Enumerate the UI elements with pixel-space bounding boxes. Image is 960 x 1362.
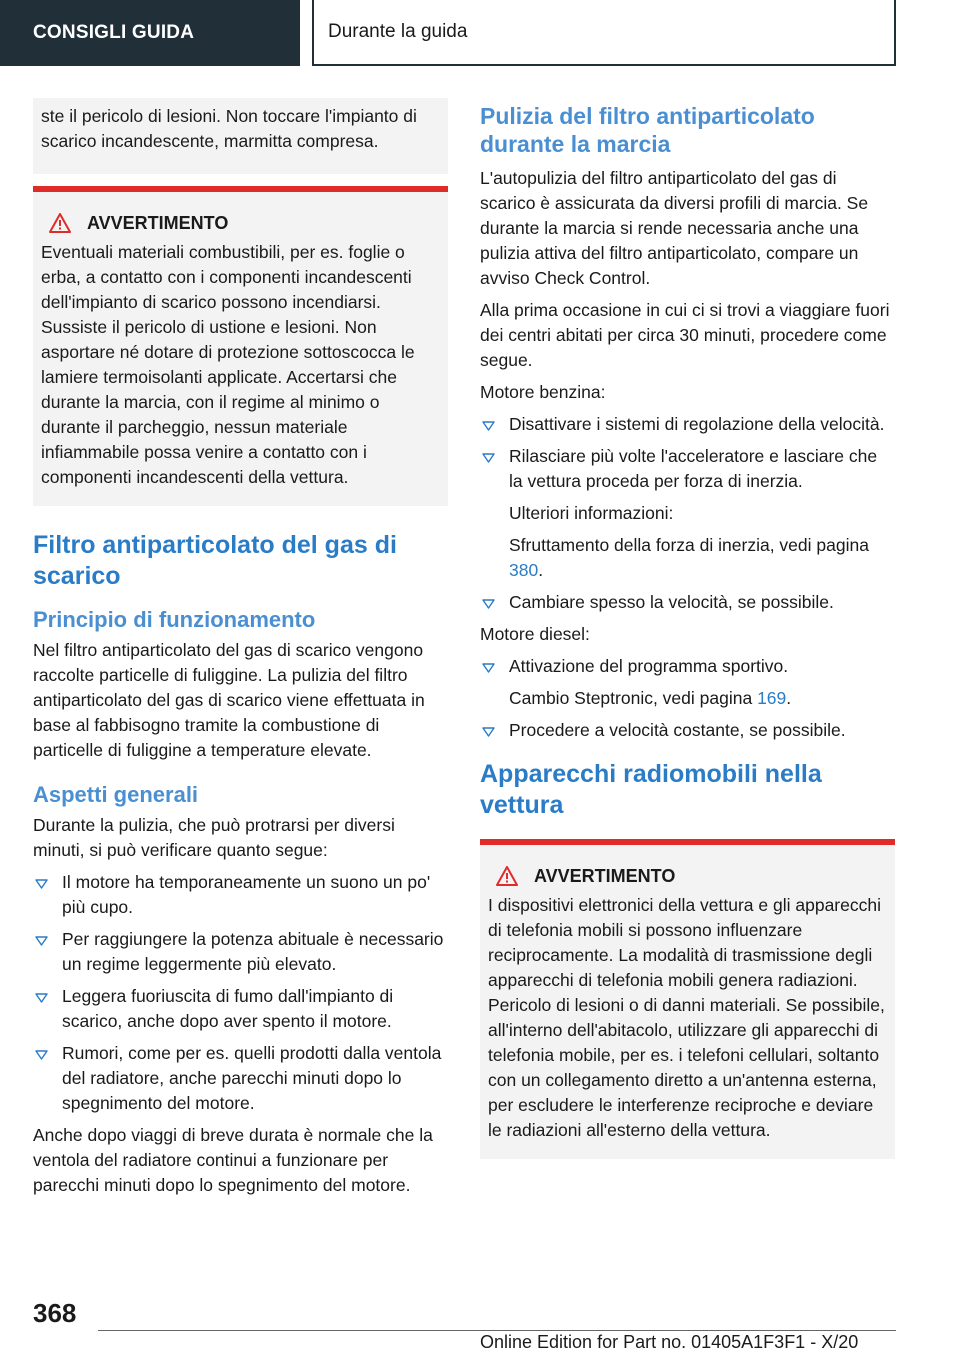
list-item: Il motore ha temporaneamente un suono un po' più cupo. bbox=[33, 870, 448, 920]
steptronic-reference: Cambio Steptronic, vedi pagina 169. bbox=[509, 688, 792, 708]
triangle-bullet-icon bbox=[482, 421, 495, 431]
warning-heading bbox=[488, 863, 887, 889]
cleaning-paragraph-2: Alla prima occasione in cui ci si trovi a viaggiare fuori dei centri abitati per circa 30 minuti, procedere come segue. bbox=[480, 300, 890, 370]
diesel-list bbox=[480, 654, 895, 743]
triangle-bullet-icon bbox=[35, 1050, 48, 1060]
page-link-169[interactable]: 169 bbox=[757, 688, 787, 708]
list-item: Disattivare i sistemi di regolazione della velocità. bbox=[480, 412, 895, 437]
warning-text: Eventuali materiali combustibili, per es. foglie o erba, a contatto con i componenti incandescenti dell'impianto di scarico possono incendiarsi. Sussiste il pericolo di ustione e lesioni. Non asportare né dotare di protezione sottoscocca le lamiere termoisolanti applicate. Accertarsi che durante la marcia, con il regime al minimo o durante il parcheggio, nessun materiale infiammabile possa venire a contatto con i componenti incandescenti della vettura. bbox=[41, 242, 415, 487]
warning-label: AVVERTIMENTO bbox=[534, 865, 676, 886]
list-item: Leggera fuoriuscita di fumo dall'impianto di scarico, anche dopo aver spento il motore. bbox=[33, 984, 448, 1034]
continued-warning-box bbox=[33, 98, 448, 174]
petrol-list bbox=[480, 412, 895, 615]
list-item: Procedere a velocità costante, se possibile. bbox=[480, 718, 895, 743]
left-column bbox=[33, 98, 448, 1205]
page-link-380[interactable]: 380 bbox=[509, 560, 539, 580]
page-header bbox=[0, 0, 960, 66]
general-intro-paragraph: Durante la pulizia, che può protrarsi per diversi minuti, si può verificare quanto segue: bbox=[33, 815, 395, 860]
principle-paragraph: Nel filtro antiparticolato del gas di scarico vengono raccolte particelle di fuliggine. La pulizia del filtro antiparticolato del gas di scarico viene effettuata in base al fabbisogno tramite la combustione di particelle di fuliggine a temperature elevate. bbox=[33, 640, 425, 760]
triangle-bullet-icon bbox=[482, 727, 495, 737]
general-outro-paragraph: Anche dopo viaggi di breve durata è normale che la ventola del radiatore continui a funzionare per parecchi minuti dopo lo spegnimento del motore. bbox=[33, 1125, 433, 1195]
chapter-label: Durante la guida bbox=[312, 0, 896, 66]
warning-triangle-icon bbox=[496, 866, 518, 886]
edition-text: Online Edition for Part no. 01405A1F3F1 - X/20 bbox=[480, 1332, 859, 1352]
list-item: Cambiare spesso la velocità, se possibile. bbox=[480, 590, 895, 615]
list-item: Per raggiungere la potenza abituale è necessario un regime leggermente più elevato. bbox=[33, 927, 448, 977]
subsection-title-general: Aspetti generali bbox=[33, 782, 199, 807]
coasting-reference: Sfruttamento della forza di inerzia, vedi pagina 380. bbox=[509, 535, 869, 580]
triangle-bullet-icon bbox=[35, 879, 48, 889]
triangle-bullet-icon bbox=[482, 453, 495, 463]
warning-box-radio bbox=[480, 839, 895, 1159]
triangle-bullet-icon bbox=[482, 663, 495, 673]
footer-divider bbox=[98, 1330, 896, 1331]
general-list bbox=[33, 870, 448, 1116]
right-column bbox=[480, 102, 895, 1159]
warning-text: I dispositivi elettronici della vettura e gli apparecchi di telefonia mobili si possono influenzare reciprocamente. La modalità di trasmissione degli apparecchi di telefonia mobili genera radiazioni. Pericolo di lesioni o di danni materiali. Se possibile, all'interno dell'abitacolo, utilizzare gli apparecchi di telefonia mobile, per es. i telefoni cellulari, soltanto con un collegamento diretto a un'antenna esterna, per escludere le interferenze reciproche e deviare le radiazioni all'esterno della vettura. bbox=[488, 895, 885, 1140]
section-label: CONSIGLI GUIDA bbox=[0, 0, 300, 66]
triangle-bullet-icon bbox=[482, 599, 495, 609]
list-item: Rumori, come per es. quelli prodotti dalla ventola del radiatore, anche parecchi minuti dopo lo spegnimento del motore. bbox=[33, 1041, 448, 1116]
warning-box-combustible bbox=[33, 186, 448, 506]
cleaning-paragraph-1: L'autopulizia del filtro antiparticolato del gas di scarico è assicurata da diversi profili di marcia. Se durante la marcia si rende necessaria anche una pulizia attiva del filtro antiparticolato, compare un avviso Check Control. bbox=[480, 168, 869, 288]
triangle-bullet-icon bbox=[35, 936, 48, 946]
more-info-label: Ulteriori informazioni: bbox=[509, 503, 674, 523]
warning-heading bbox=[41, 210, 440, 236]
subsection-title-principle: Principio di funzionamento bbox=[33, 607, 316, 632]
page-number: 368 bbox=[33, 1298, 77, 1328]
warning-label: AVVERTIMENTO bbox=[87, 212, 229, 233]
subsection-title-cleaning: Pulizia del filtro antiparticolato durante la marcia bbox=[480, 103, 815, 157]
section-title-radio: Apparecchi radiomobili nella vettura bbox=[480, 760, 822, 819]
warning-triangle-icon bbox=[49, 213, 71, 233]
section-title-filter: Filtro antiparticolato del gas di scarico bbox=[33, 531, 397, 590]
continued-warning-text: ste il pericolo di lesioni. Non toccare l'impianto di scarico incandescente, marmitta compresa. bbox=[41, 106, 417, 151]
list-item: Rilasciare più volte l'acceleratore e lasciare che la vettura proceda per forza di inerzia. Ulteriori informazioni: Sfruttamento della forza di inerzia, vedi pagina 380. bbox=[480, 444, 895, 583]
list-item: Attivazione del programma sportivo. Cambio Steptronic, vedi pagina 169. bbox=[480, 654, 895, 711]
triangle-bullet-icon bbox=[35, 993, 48, 1003]
diesel-engine-label: Motore diesel: bbox=[480, 624, 590, 644]
petrol-engine-label: Motore benzina: bbox=[480, 382, 606, 402]
